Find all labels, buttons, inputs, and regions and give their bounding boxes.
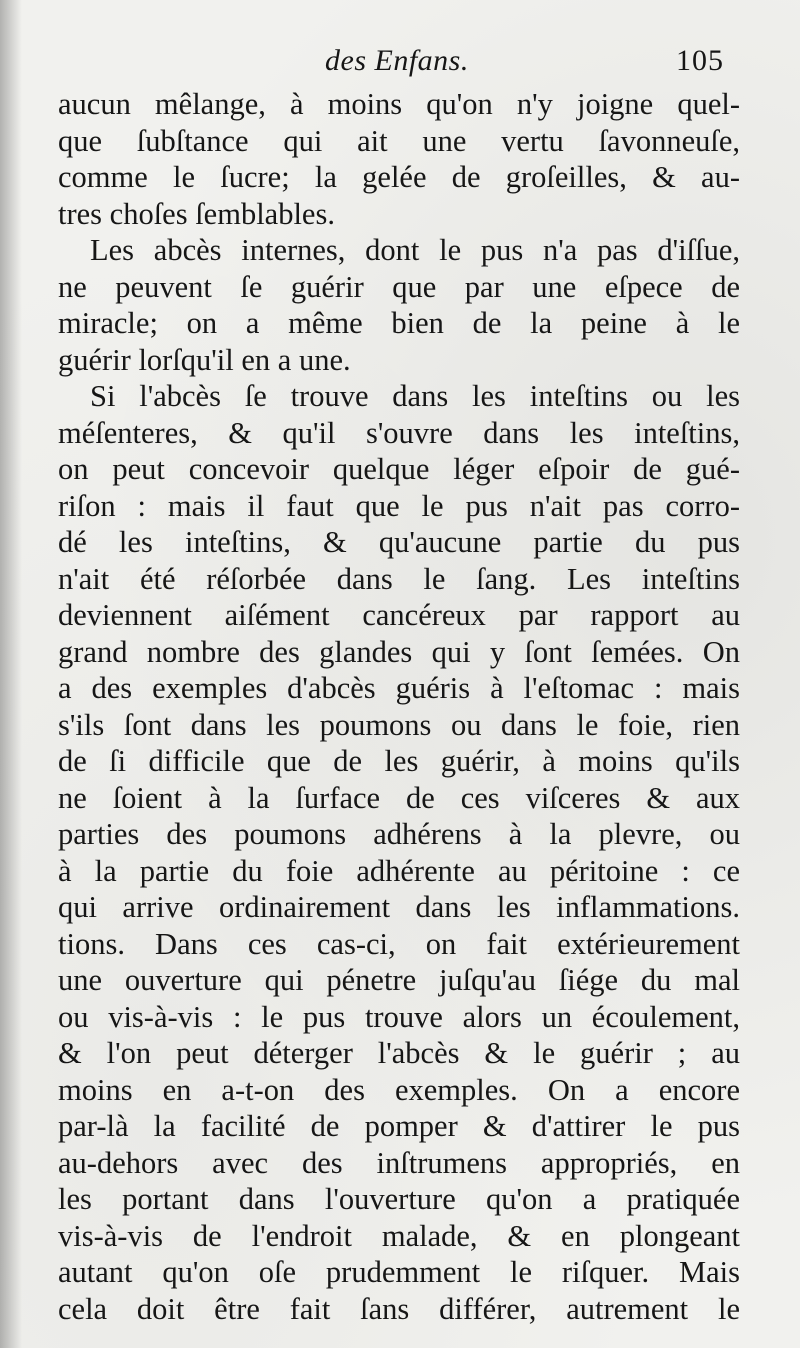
text-line: qui arrive ordinairement dans les inflammations. (58, 890, 740, 924)
binding-shadow (0, 0, 22, 1348)
text-line: comme le ſucre; la gelée de groſeilles, & au- (58, 160, 740, 194)
text-line: ou vis-à-vis : le pus trouve alors un écoulement, (58, 999, 740, 1034)
text-line: méſenteres, & qu'il s'ouvre dans les inteſtins, (58, 415, 740, 450)
text-line: que ſubſtance qui ait une vertu ſavonneuſe, (58, 123, 740, 158)
text-line: autant qu'on oſe prudemment le riſquer. Mais (58, 1255, 740, 1289)
text-line: aucun mêlange, à moins qu'on n'y joigne quel- (58, 87, 740, 121)
text-line: Si l'abcès ſe trouve dans les inteſtins ou les (90, 379, 740, 413)
text-line: deviennent aiſément cancéreux par rapport au (58, 598, 740, 632)
text-line: dé les inteſtins, & qu'aucune partie du pus (58, 525, 740, 559)
text-line: par-là la facilité de pomper & d'attirer le pus (58, 1109, 740, 1143)
text-line: s'ils ſont dans les poumons ou dans le foie, rien (58, 707, 740, 742)
text-line: a des exemples d'abcès guéris à l'eſtomac : mais (58, 671, 740, 705)
text-line: miracle; on a même bien de la peine à le (58, 306, 740, 340)
text-line: n'ait été réſorbée dans le ſang. Les inteſtins (58, 561, 740, 596)
text-line: vis-à-vis de l'endroit malade, & en plongeant (58, 1218, 740, 1253)
text-line: parties des poumons adhérens à la plevre, ou (58, 817, 740, 851)
text-line: tres choſes ſemblables. (58, 196, 335, 231)
text-line: & l'on peut déterger l'abcès & le guérir ; au (58, 1036, 740, 1070)
page-header (0, 44, 800, 84)
text-line: à la partie du foie adhérente au péritoine : ce (58, 853, 740, 888)
text-line: guérir lorſqu'il en a une. (58, 342, 351, 377)
text-line: cela doit être fait ſans différer, autrement le (58, 1291, 740, 1326)
text-line: de ſi difficile que de les guérir, à moins qu'ils (58, 744, 740, 778)
text-line: ne peuvent ſe guérir que par une eſpece de (58, 269, 740, 304)
text-line: une ouverture qui pénetre juſqu'au ſiége du mal (58, 963, 740, 997)
text-line: au-dehors avec des inſtrumens appropriés, en (58, 1145, 740, 1180)
page-number: 105 (676, 44, 724, 77)
text-line: Les abcès internes, dont le pus n'a pas d'iſſue, (90, 233, 740, 267)
text-line: les portant dans l'ouverture qu'on a pratiquée (58, 1182, 740, 1216)
running-title: des Enfans. (325, 44, 469, 77)
body-text (58, 86, 740, 1327)
text-line: riſon : mais il faut que le pus n'ait pas corro- (58, 488, 740, 523)
text-line: grand nombre des glandes qui y ſont ſemées. On (58, 634, 740, 669)
text-line: ne ſoient à la ſurface de ces viſceres & aux (58, 780, 740, 815)
text-line: tions. Dans ces cas-ci, on fait extérieurement (58, 926, 740, 961)
text-line: on peut concevoir quelque léger eſpoir de gué- (58, 452, 740, 486)
text-line: moins en a-t-on des exemples. On a encore (58, 1072, 740, 1107)
